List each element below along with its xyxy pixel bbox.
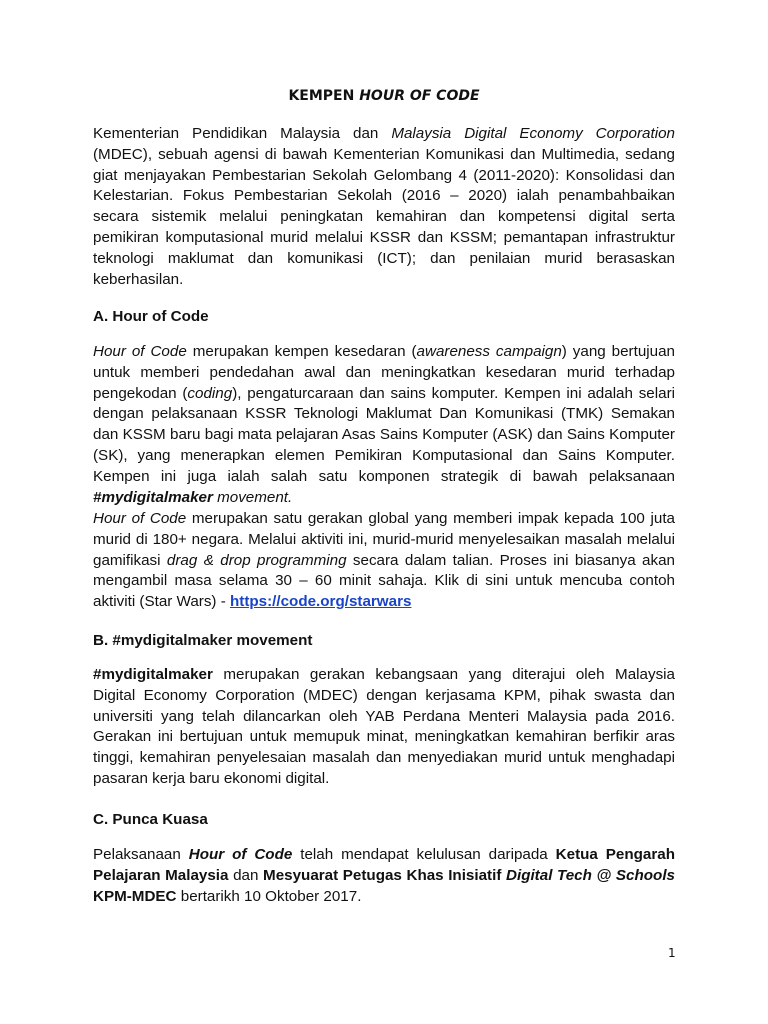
starwars-link[interactable]: https://code.org/starwars bbox=[229, 593, 412, 611]
section-a-heading: A. Hour of Code bbox=[93, 308, 209, 325]
sb-p1-text: merupakan gerakan kebangsaan yang diterajui oleh Malaysia Digital Economy Corporation (MDEC) dengan kerjasama KPM, pihak swasta dan universiti yang telah dilancarkan oleh YAB Perdana Menteri Malaysia pada 2016. Gerakan ini bertujuan untuk memupuk minat, meningkatkan kemahiran berfikir aras tinggi, kemahiran penyelesaian masalah dan menyediakan murid untuk menghadapi pasaran kerja baru ekonomi digital. bbox=[93, 666, 675, 787]
sa-p2-italic-2: drag & drop programming bbox=[166, 551, 347, 569]
sa-p1-italic-1: Hour of Code bbox=[93, 343, 187, 360]
sa-p2-text-1: merupakan satu gerakan global yang memberi impak kepada 100 juta murid di 180+ negara. Melalui aktiviti ini, murid-murid menyelesaikan masalah melalui gamifikasi bbox=[93, 510, 675, 569]
section-c-paragraph bbox=[93, 845, 675, 907]
intro-text-1: Kementerian Pendidikan Malaysia dan bbox=[93, 125, 392, 142]
sc-p1-bold-1: Ketua Pengarah Pelajaran Malaysia bbox=[93, 846, 675, 884]
sa-p1-italic-3: coding bbox=[187, 384, 233, 402]
sc-p1-text-4: bertarikh 10 Oktober 2017. bbox=[176, 887, 362, 905]
sa-p1-italic-4: movement. bbox=[212, 488, 293, 506]
intro-italic-1: Malaysia Digital Economy Corporation bbox=[391, 125, 675, 142]
page-title bbox=[93, 88, 675, 104]
sb-p1-bold: #mydigitalmaker bbox=[93, 666, 213, 683]
section-a-paragraph-2 bbox=[93, 509, 675, 613]
sa-p1-text-2: ) yang bertujuan untuk memberi pendedahan awal dan meningkatkan kesedaran murid terhadap pengekodan ( bbox=[93, 343, 675, 402]
sa-p1-italic-2: awareness campaign bbox=[416, 343, 562, 360]
sc-p1-text-2: telah mendapat kelulusan daripada bbox=[292, 846, 556, 863]
section-a-paragraph-1 bbox=[93, 342, 675, 508]
section-b-paragraph bbox=[93, 665, 675, 790]
sc-p1-bold-italic-2: Digital Tech @ Schools bbox=[506, 866, 675, 884]
title-italic: HOUR OF CODE bbox=[359, 88, 480, 104]
sa-p1-bold-italic: #mydigitalmaker bbox=[93, 488, 213, 506]
intro-text-2: (MDEC), sebuah agensi di bawah Kementerian Komunikasi dan Multimedia, sedang giat menjayakan Pembestarian Sekolah Gelombang 4 (2011-2020): Konsolidasi dan Kelestarian. Fokus Pembestarian Sekolah (2016 – 2020) ialah penambahbaikan secara sistemik melalui peningkatan kemahiran dan kompetensi digital serta pemikiran komputasional murid melalui KSSR dan KSSM; pemantapan infrastruktur teknologi maklumat dan komunikasi (ICT); dan penilaian murid berasaskan keberhasilan. bbox=[93, 145, 675, 288]
sc-p1-text-3: dan bbox=[228, 866, 264, 884]
sc-p1-bold-2: Mesyuarat Petugas Khas Inisiatif bbox=[263, 866, 506, 884]
sc-p1-bold-3: KPM-MDEC bbox=[93, 887, 177, 905]
section-b-heading: B. #mydigitalmaker movement bbox=[93, 632, 313, 649]
title-prefix: KEMPEN bbox=[288, 88, 360, 104]
sa-p2-text-2: secara dalam talian. Proses ini biasanya akan mengambil masa selama 30 – 60 minit sahaja. Klik di sini untuk mencuba contoh aktiviti (Star Wars) - bbox=[93, 551, 675, 611]
section-c-heading: C. Punca Kuasa bbox=[93, 811, 208, 828]
intro-paragraph bbox=[93, 124, 675, 290]
sc-p1-text-1: Pelaksanaan bbox=[93, 846, 189, 863]
sa-p1-text-3: ), pengaturcaraan dan sains komputer. Kempen ini adalah selari dengan pelaksanaan KSSR Teknologi Maklumat Dan Komunikasi (TMK) Semakan dan KSSM baru bagi mata pelajaran Asas Sains Komputer (ASK) dan Sains Komputer (SK), yang menerapkan elemen Pemikiran Komputasional dan Sains Komputer. Kempen ini juga ialah salah satu komponen strategik di bawah pelaksanaan bbox=[93, 384, 675, 485]
page-number: 1 bbox=[668, 946, 676, 960]
sa-p2-italic-1: Hour of Code bbox=[93, 510, 187, 527]
sa-p1-text-1: merupakan kempen kesedaran ( bbox=[186, 343, 417, 360]
sc-p1-bold-italic-1: Hour of Code bbox=[188, 846, 293, 863]
